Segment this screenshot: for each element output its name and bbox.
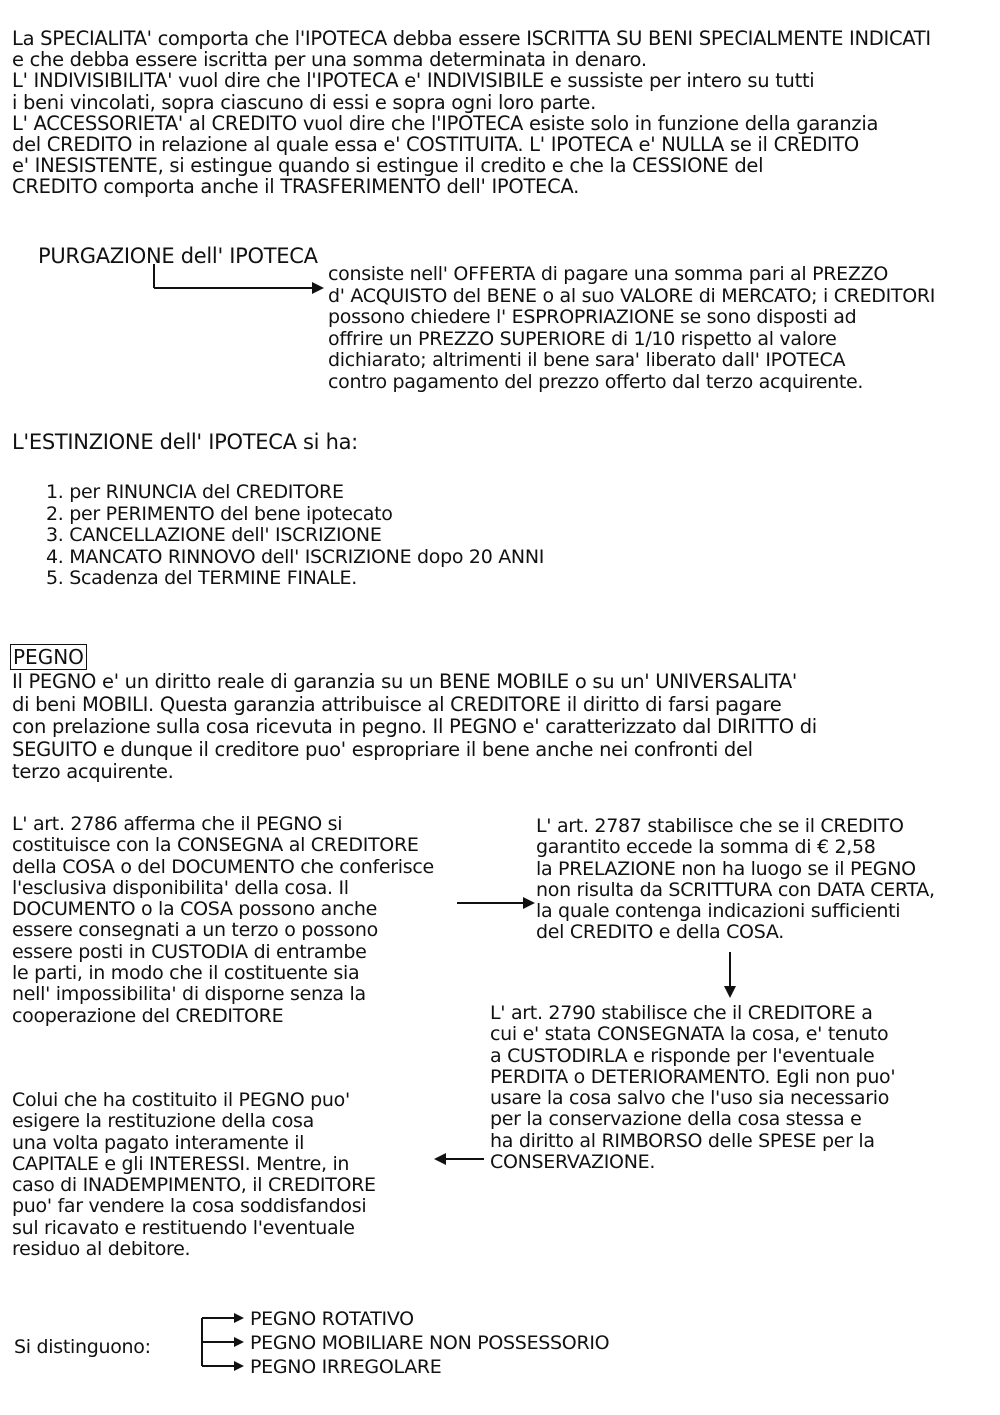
pegno-definition (12, 671, 817, 784)
intro-line: e che debba essere iscritta per una somma determinata in denaro. (12, 48, 647, 72)
art-2786-line: essere posti in CUSTODIA di entrambe (12, 940, 367, 963)
art-2787-line: la quale contenga indicazioni sufficienti (536, 900, 901, 923)
intro-paragraph (12, 28, 931, 198)
art-2787-line: la PRELAZIONE non ha luogo se il PEGNO (536, 857, 916, 880)
art-2790-line: CONSERVAZIONE. (490, 1151, 656, 1174)
arrow-down-icon (720, 950, 740, 1000)
art-2790-line: usare la cosa salvo che l'uso sia necessario (490, 1087, 890, 1110)
purgazione-line: dichiarato; altrimenti il bene sara' liberato dall' IPOTECA (328, 349, 846, 371)
intro-line: L' ACCESSORIETA' al CREDITO vuol dire che l'IPOTECA esiste solo in funzione della garanzia (12, 111, 879, 135)
art-2786-note (12, 814, 434, 1027)
art-2786-line: costituisce con la CONSEGNA al CREDITORE (12, 834, 419, 857)
list-item: PEGNO IRREGOLARE (250, 1356, 442, 1378)
list-item: 5. Scadenza del TERMINE FINALE. (46, 567, 357, 589)
arrow-right-icon (455, 893, 545, 913)
list-item: PEGNO ROTATIVO (250, 1308, 414, 1330)
intro-line: del CREDITO in relazione al quale essa e' COSTITUITA. L' IPOTECA e' NULLA se il CREDITO (12, 133, 859, 157)
intro-line: i beni vincolati, sopra ciascuno di essi e sopra ogni loro parte. (12, 90, 597, 114)
pegno-line: Il PEGNO e' un diritto reale di garanzia su un BENE MOBILE o su un' UNIVERSALITA' (12, 670, 797, 693)
art-2786-line: DOCUMENTO o la COSA possono anche (12, 898, 378, 921)
restituzione-line: CAPITALE e gli INTERESSI. Mentre, in (12, 1152, 350, 1175)
art-2786-line: della COSA o del DOCUMENTO che conferisce (12, 855, 434, 878)
art-2786-line: cooperazione del CREDITORE (12, 1004, 284, 1027)
purgazione-line: possono chiedere l' ESPROPRIAZIONE se sono disposti ad (328, 306, 857, 328)
restituzione-line: sul ricavato e restituendo l'eventuale (12, 1216, 355, 1239)
purgazione-line: consiste nell' OFFERTA di pagare una somma pari al PREZZO (328, 263, 888, 285)
restituzione-line: residuo al debitore. (12, 1238, 191, 1261)
purgazione-line: offrire un PREZZO SUPERIORE di 1/10 rispetto al valore (328, 327, 837, 350)
art-2790-line: a CUSTODIRLA e risponde per l'eventuale (490, 1044, 875, 1067)
pegno-heading-box (10, 644, 87, 670)
restituzione-line: Colui che ha costituito il PEGNO puo' (12, 1089, 350, 1111)
pegno-line: di beni MOBILI. Questa garanzia attribuisce al CREDITORE il diritto di farsi pagare (12, 692, 782, 716)
art-2790-line: cui e' stata CONSEGNATA la cosa, e' tenuto (490, 1023, 889, 1046)
art-2787-line: non risulta da SCRITTURA con DATA CERTA, (536, 878, 935, 901)
restituzione-line: caso di INADEMPIMENTO, il CREDITORE (12, 1174, 376, 1197)
art-2790-line: PERDITA o DETERIORAMENTO. Egli non puo' (490, 1065, 896, 1088)
restituzione-line: esigere la restituzione della cosa (12, 1110, 314, 1133)
art-2790-line: per la conservazione della cosa stessa e (490, 1108, 862, 1131)
purgazione-line: d' ACQUISTO del BENE o al suo VALORE di MERCATO; i CREDITORI (328, 284, 936, 307)
pegno-line: terzo acquirente. (12, 760, 174, 783)
purgazione-definition (328, 264, 935, 393)
list-item: 4. MANCATO RINNOVO dell' ISCRIZIONE dopo 20 ANNI (46, 545, 545, 568)
intro-line: La SPECIALITA' comporta che l'IPOTECA debba essere ISCRITTA SU BENI SPECIALMENTE INDICATI (12, 27, 931, 50)
art-2787-line: L' art. 2787 stabilisce che se il CREDITO (536, 815, 904, 837)
art-2790-line: ha diritto al RIMBORSO delle SPESE per la (490, 1129, 875, 1152)
art-2786-line: nell' impossibilita' di disporne senza la (12, 983, 366, 1006)
estinzione-heading: L'ESTINZIONE dell' IPOTECA si ha: (12, 430, 358, 454)
art-2787-line: garantito eccede la somma di € 2,58 (536, 836, 876, 859)
art-2787-note (536, 816, 935, 944)
art-2786-line: l'esclusiva disponibilita' della cosa. Il (12, 876, 349, 899)
restituzione-note (12, 1090, 376, 1260)
art-2790-line: L' art. 2790 stabilisce che il CREDITORE a (490, 1002, 873, 1024)
list-item: 1. per RINUNCIA del CREDITORE (46, 481, 344, 503)
branch-arrows-icon (196, 1310, 256, 1380)
estinzione-list (46, 482, 544, 590)
list-item: 2. per PERIMENTO del bene ipotecato (46, 502, 393, 525)
list-item: PEGNO MOBILIARE NON POSSESSORIO (250, 1332, 610, 1354)
intro-line: CREDITO comporta anche il TRASFERIMENTO dell' IPOTECA. (12, 175, 579, 199)
restituzione-line: una volta pagato interamente il (12, 1131, 305, 1154)
art-2787-line: del CREDITO e della COSA. (536, 921, 784, 944)
intro-line: e' INESISTENTE, si estingue quando si estingue il credito e che la CESSIONE del (12, 154, 764, 178)
purgazione-arrow-icon (150, 262, 330, 302)
intro-line: L' INDIVISIBILITA' vuol dire che l'IPOTECA e' INDIVISIBILE e sussiste per intero su tutti (12, 69, 815, 93)
art-2786-line: le parti, in modo che il costituente sia (12, 962, 360, 985)
art-2786-line: L' art. 2786 afferma che il PEGNO si (12, 813, 343, 835)
arrow-left-icon (432, 1149, 492, 1169)
art-2790-note (490, 1003, 895, 1173)
purgazione-line: contro pagamento del prezzo offerto dal terzo acquirente. (328, 370, 864, 393)
pegno-heading: PEGNO (10, 644, 87, 670)
distinguono-list (250, 1307, 609, 1379)
pegno-line: SEGUITO e dunque il creditore puo' espropriare il bene anche nei confronti del (12, 737, 753, 761)
pegno-line: con prelazione sulla cosa ricevuta in pegno. Il PEGNO e' caratterizzato dal DIRITTO di (12, 715, 817, 738)
distinguono-label: Si distinguono: (14, 1336, 151, 1358)
art-2786-line: essere consegnati a un terzo o possono (12, 919, 378, 942)
list-item: 3. CANCELLAZIONE dell' ISCRIZIONE (46, 524, 382, 546)
purgazione-heading: PURGAZIONE dell' IPOTECA (38, 244, 318, 268)
restituzione-line: puo' far vendere la cosa soddisfandosi (12, 1195, 367, 1218)
